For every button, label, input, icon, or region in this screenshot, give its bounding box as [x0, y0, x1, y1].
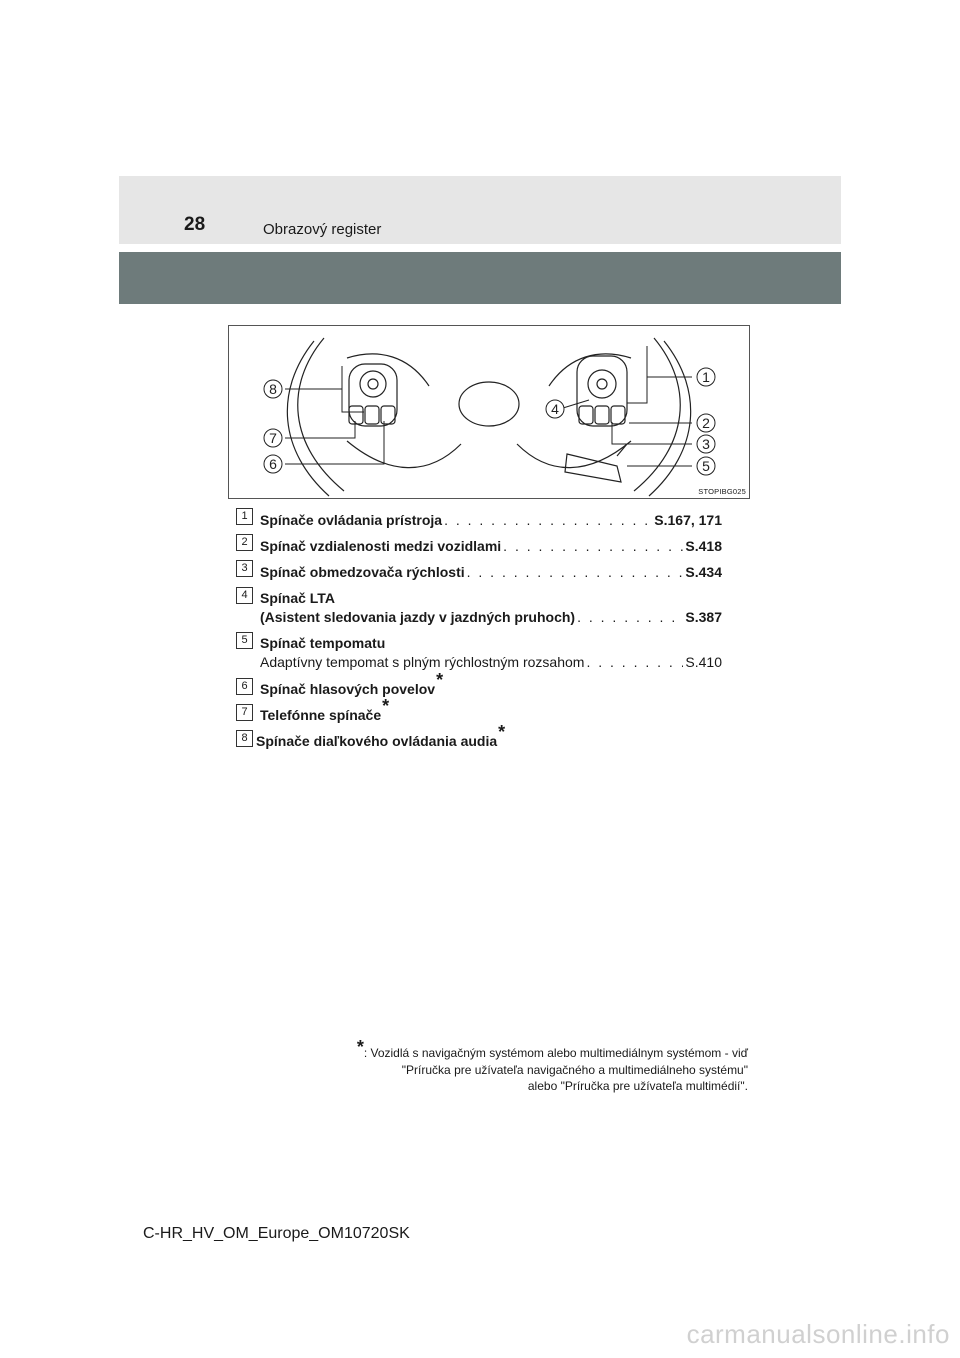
item-number: 1: [236, 508, 253, 525]
callout-1: 1: [702, 369, 710, 385]
figure-code: STOPIBG025: [698, 487, 746, 496]
callout-8: 8: [269, 381, 277, 397]
item-title: Spínač vzdialenosti medzi vozidlami: [260, 538, 502, 554]
watermark: carmanualsonline.info: [686, 1319, 950, 1349]
document-code: C-HR_HV_OM_Europe_OM10720SK: [143, 1225, 410, 1242]
steering-wheel-illustration: [228, 325, 750, 499]
item-number: 6: [236, 678, 253, 695]
header-bar: [119, 252, 841, 304]
item-title: Spínač LTA: [260, 590, 335, 606]
footnote-line-1: : Vozidlá s navigačným systémom alebo multimediálnym systémom - viď: [363, 1046, 748, 1060]
item-number: 2: [236, 534, 253, 551]
item-number: 7: [236, 704, 253, 721]
item-title: Telefónne spínače: [260, 707, 382, 723]
footnote-line-3: alebo "Príručka pre užívateľa multimédií".: [527, 1079, 748, 1093]
callout-5: 5: [702, 458, 710, 474]
steering-wheel-drawing: [229, 326, 749, 498]
item-title: Spínače diaľkového ovládania audia: [256, 733, 498, 749]
item-number: 4: [236, 587, 253, 604]
leader-dots: [503, 538, 683, 554]
page-reference[interactable]: S.434: [685, 564, 722, 580]
page-reference[interactable]: S.410: [685, 654, 722, 670]
item-number: 5: [236, 632, 253, 649]
callout-7: 7: [269, 430, 277, 446]
footnote-line-2: "Príručka pre užívateľa navigačného a multimediálneho systému": [401, 1062, 748, 1077]
item-number: 3: [236, 560, 253, 577]
section-title: Obrazový register: [263, 221, 382, 238]
callout-3: 3: [702, 436, 710, 452]
item-subtitle: Adaptívny tempomat s plným rýchlostným rozsahom: [260, 654, 585, 670]
leader-dots: [577, 609, 683, 625]
item-number: 8: [236, 730, 253, 747]
item-title: Spínač obmedzovača rýchlosti: [260, 564, 465, 580]
leader-dots: [444, 512, 652, 528]
callout-4: 4: [551, 401, 559, 417]
item-title: Spínač hlasových povelov: [260, 681, 436, 697]
callout-2: 2: [702, 415, 710, 431]
leader-dots: [467, 564, 684, 580]
footnote-marker: *: [356, 1037, 364, 1057]
callout-6: 6: [269, 456, 277, 472]
page-reference[interactable]: S.387: [685, 609, 722, 625]
leader-dots: [586, 654, 683, 670]
page-reference[interactable]: S.418: [685, 538, 722, 554]
item-subtitle: (Asistent sledovania jazdy v jazdných pruhoch): [260, 609, 576, 625]
header-band: [119, 176, 841, 244]
page-reference[interactable]: S.167, 171: [654, 512, 722, 528]
item-title: Spínač tempomatu: [260, 635, 386, 651]
footnote: [248, 1037, 748, 1095]
page-number: 28: [184, 214, 206, 235]
item-title: Spínače ovládania prístroja: [260, 512, 443, 528]
